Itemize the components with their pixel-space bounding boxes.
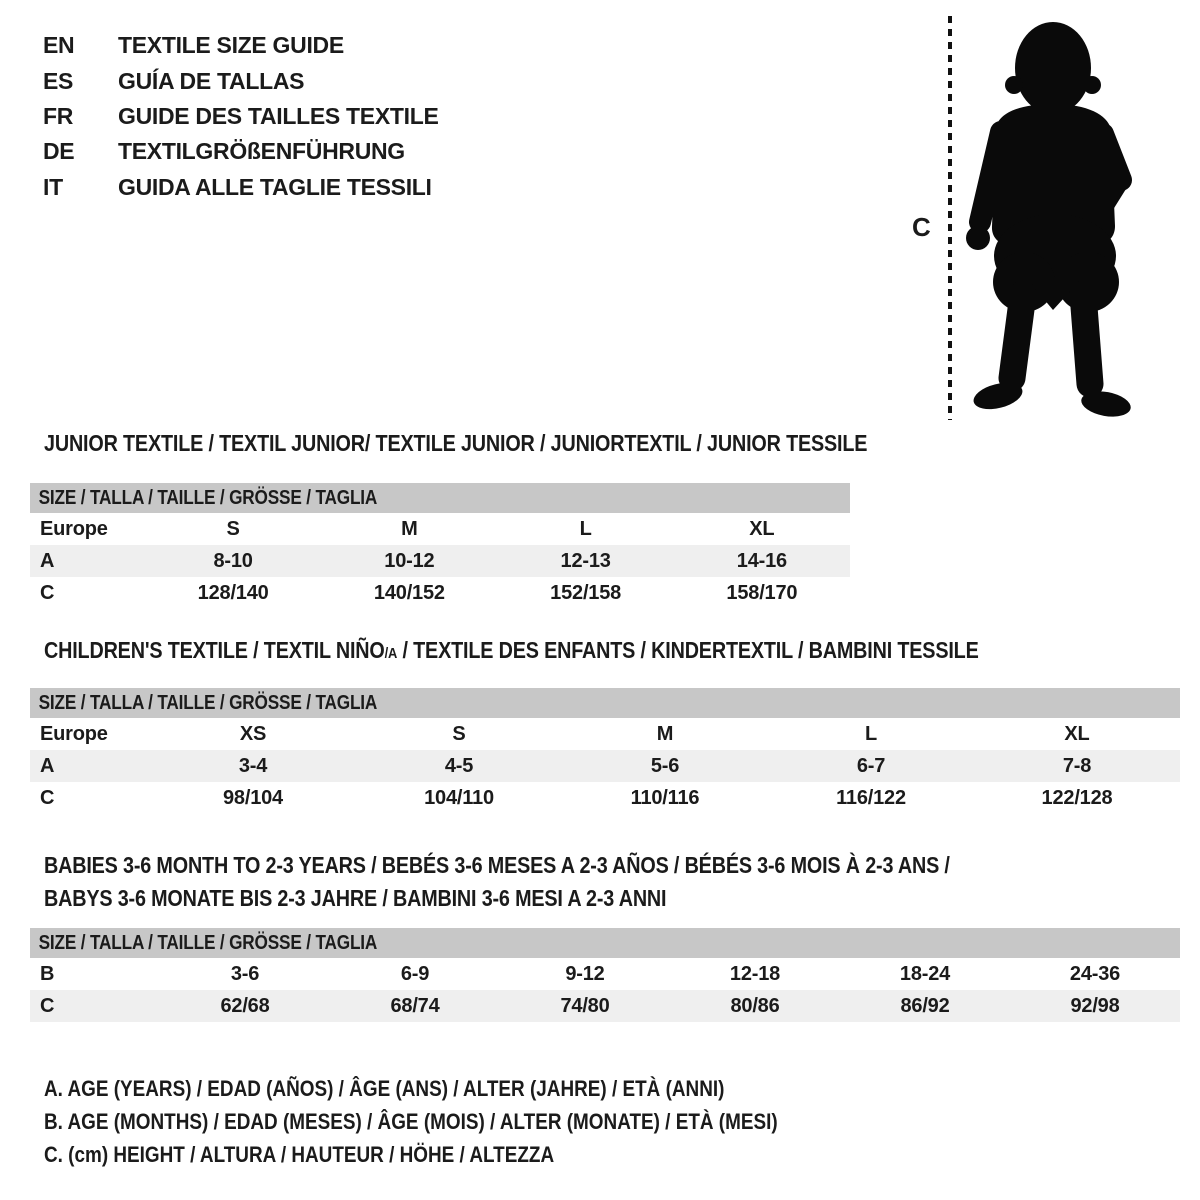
table-row: [30, 958, 1180, 990]
language-title: GUIDE DES TAILLES TEXTILE: [118, 102, 439, 129]
language-code: ES: [43, 67, 74, 94]
language-title: TEXTILE SIZE GUIDE: [118, 32, 344, 59]
row-label: Europe: [40, 722, 108, 745]
row-label: B: [40, 962, 55, 985]
babies-size-table: [30, 928, 1180, 1022]
legend-line-b-text: B. AGE (MONTHS) / EDAD (MESES) / ÂGE (MOIS) / ALTER (MONATE) / ETÀ (MESI): [44, 1109, 778, 1134]
height-cell: 128/140: [197, 581, 269, 604]
children-title-part1: CHILDREN'S TEXTILE / TEXTIL NIÑO: [44, 637, 385, 663]
height-cell: 62/68: [220, 994, 270, 1017]
legend: [44, 1072, 897, 1171]
legend-line-a: [44, 1072, 897, 1105]
children-title-subscript: /A: [384, 645, 398, 662]
children-size-table: [30, 688, 1180, 814]
legend-line-a-text: A. AGE (YEARS) / EDAD (AÑOS) / ÂGE (ANS) / ALTER (JAHRE) / ETÀ (ANNI): [44, 1076, 725, 1101]
height-cell: 86/92: [900, 994, 950, 1017]
junior-section-title: [44, 430, 1001, 457]
height-cell: 140/152: [373, 581, 445, 604]
size-cell: M: [401, 517, 418, 540]
language-title: TEXTILGRÖßENFÜHRUNG: [118, 138, 405, 165]
size-cell: XL: [749, 517, 775, 540]
size-cell: S: [226, 517, 240, 540]
legend-line-c: [44, 1138, 897, 1171]
age-cell: 4-5: [444, 754, 474, 777]
height-cell: 80/86: [730, 994, 780, 1017]
months-cell: 3-6: [230, 962, 260, 985]
months-cell: 12-18: [729, 962, 781, 985]
row-label: C: [40, 581, 55, 604]
babies-title-line-1-text: BABIES 3-6 MONTH TO 2-3 YEARS / BEBÉS 3-6 MESES A 2-3 AÑOS / BÉBÉS 3-6 MOIS À 2-3 ANS /: [44, 852, 950, 878]
junior-section-title-text: JUNIOR TEXTILE / TEXTIL JUNIOR/ TEXTILE JUNIOR / JUNIORTEXTIL / JUNIOR TESSILE: [44, 430, 868, 456]
language-code: IT: [43, 173, 63, 200]
row-label: Europe: [40, 517, 108, 540]
months-cell: 9-12: [565, 962, 605, 985]
age-cell: 14-16: [736, 549, 787, 572]
table-row: [30, 545, 850, 577]
language-row-fr: [43, 99, 439, 134]
language-list: [43, 28, 439, 205]
children-section-title: [44, 637, 1131, 664]
height-cell: 98/104: [223, 786, 283, 809]
table-row: [30, 513, 850, 545]
height-cell: 116/122: [836, 786, 906, 809]
language-code: EN: [43, 32, 75, 59]
size-cell: L: [579, 517, 592, 540]
months-cell: 24-36: [1069, 962, 1121, 985]
age-cell: 10-12: [384, 549, 435, 572]
height-cell: 122/128: [1041, 786, 1113, 809]
size-cell: XS: [239, 722, 267, 745]
age-cell: 12-13: [560, 549, 611, 572]
language-row-de: [43, 134, 439, 169]
table-header-label: SIZE / TALLA / TAILLE / GRÖSSE / TAGLIA: [38, 931, 378, 954]
language-title: GUIDA ALLE TAGLIE TESSILI: [118, 173, 432, 200]
legend-line-b: [44, 1105, 897, 1138]
table-header-row: [30, 928, 1180, 958]
row-label: C: [40, 786, 55, 809]
row-label: A: [40, 754, 55, 777]
height-cell: 74/80: [560, 994, 610, 1017]
babies-title-line-2-text: BABYS 3-6 MONATE BIS 2-3 JAHRE / BAMBINI 3-6 MESI A 2-3 ANNI: [44, 885, 667, 911]
junior-size-table: [30, 483, 850, 609]
age-cell: 5-6: [650, 754, 680, 777]
months-cell: 6-9: [400, 962, 430, 985]
height-cell: 158/170: [726, 581, 798, 604]
language-row-es: [43, 63, 439, 98]
age-cell: 7-8: [1062, 754, 1092, 777]
height-measure-label: C: [912, 212, 931, 242]
table-row: [30, 718, 1180, 750]
babies-title-line-1: [44, 849, 1097, 882]
table-header-label: SIZE / TALLA / TAILLE / GRÖSSE / TAGLIA: [38, 486, 378, 509]
table-row: [30, 782, 1180, 814]
row-label: A: [40, 549, 55, 572]
toddler-silhouette-icon: [963, 20, 1138, 425]
language-code: DE: [43, 138, 75, 165]
legend-line-c-text: C. (cm) HEIGHT / ALTURA / HAUTEUR / HÖHE / ALTEZZA: [44, 1142, 555, 1167]
row-label: C: [40, 994, 55, 1017]
age-cell: 6-7: [856, 754, 886, 777]
height-cell: 152/158: [550, 581, 622, 604]
table-row: [30, 577, 850, 609]
table-row: [30, 990, 1180, 1022]
height-cell: 104/110: [424, 786, 494, 809]
height-cell: 68/74: [390, 994, 440, 1017]
children-title-part2: / TEXTILE DES ENFANTS / KINDERTEXTIL / BAMBINI TESSILE: [397, 637, 979, 663]
months-cell: 18-24: [899, 962, 951, 985]
language-row-en: [43, 28, 439, 63]
height-dashed-line: [946, 16, 954, 425]
table-header-label: SIZE / TALLA / TAILLE / GRÖSSE / TAGLIA: [38, 691, 378, 714]
age-cell: 8-10: [213, 549, 253, 572]
size-cell: M: [656, 722, 674, 745]
table-header-row: [30, 688, 1180, 718]
size-cell: L: [864, 722, 878, 745]
table-row: [30, 750, 1180, 782]
babies-title-line-2: [44, 882, 1097, 915]
table-header-row: [30, 483, 850, 513]
babies-section-title: [44, 849, 1097, 915]
height-cell: 92/98: [1070, 994, 1120, 1017]
size-cell: XL: [1064, 722, 1090, 745]
height-cell: 110/116: [630, 786, 700, 809]
language-code: FR: [43, 102, 74, 129]
age-cell: 3-4: [238, 754, 268, 777]
size-cell: S: [452, 722, 466, 745]
language-row-it: [43, 170, 439, 205]
children-section-title-text: [44, 637, 979, 664]
language-title: GUÍA DE TALLAS: [118, 67, 305, 94]
